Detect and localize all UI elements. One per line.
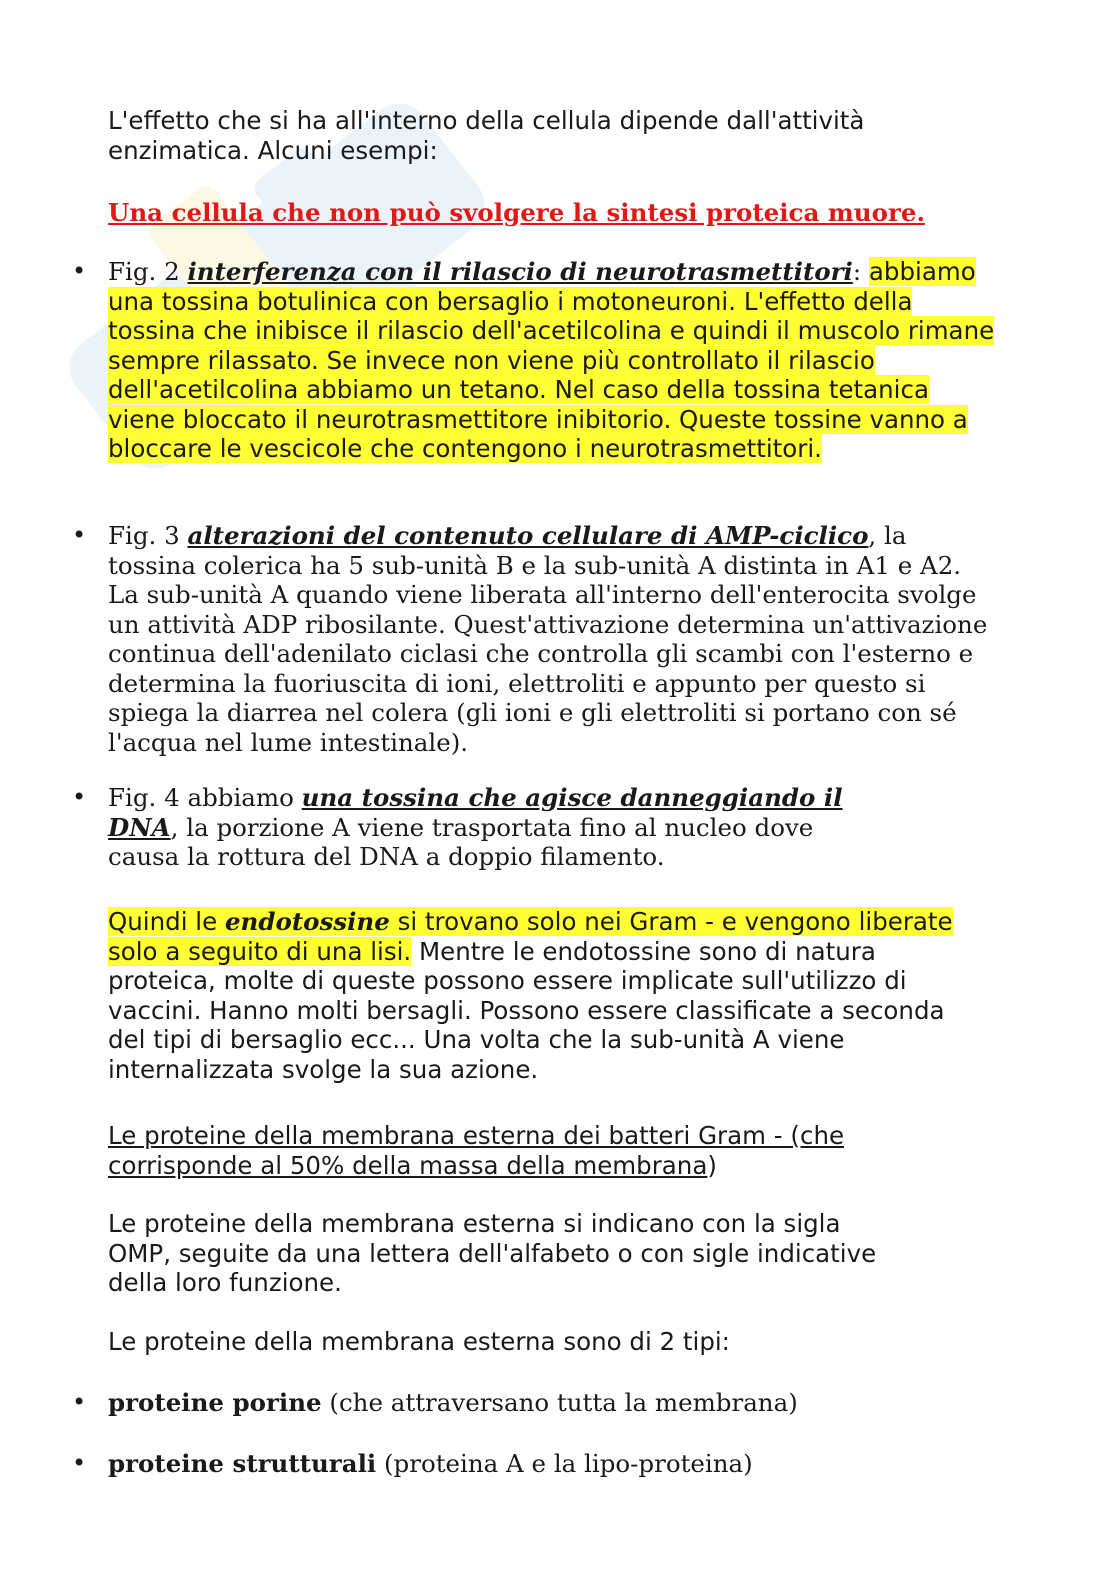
membrane-heading-close: )	[707, 1150, 717, 1180]
fig3-prefix: Fig. 3	[108, 521, 188, 550]
item-1-rest: (che attraversano tutta la membrana)	[321, 1388, 798, 1417]
bullet-item-1: •	[72, 1388, 87, 1416]
fig4-prefix: Fig. 4 abbiamo	[108, 783, 302, 812]
fig2-prefix: Fig. 2	[108, 257, 188, 286]
membrane-heading-text: Le proteine della membrana esterna dei batteri Gram - (che corrisponde al 50% della massa della membrana	[108, 1121, 845, 1180]
bullet-item-2: •	[72, 1449, 87, 1477]
list-item	[108, 1449, 1008, 1479]
fig3-title: alterazioni del contenuto cellulare di AMP-ciclico	[187, 521, 869, 550]
list-item	[108, 1388, 1008, 1418]
fig2-title: interferenza con il rilascio di neurotrasmettitori	[187, 257, 853, 286]
omp-text: Le proteine della membrana esterna si indicano con la sigla OMP, seguite da una lettera dell'alfabeto o con sigle indicative della loro funzione.	[108, 1209, 877, 1297]
endo-rest: Mentre le endotossine sono di natura proteica, molte di queste possono essere implicate sull'utilizzo di vaccini. Hanno molti bersagli. Possono essere classificate a seconda del tipi di bersaglio ecc... Una volta che la sub-unità A viene internalizzata svolge la sua azione.	[108, 936, 945, 1084]
item-2-bold: proteine strutturali	[108, 1449, 377, 1478]
endo-highlight-rest: si trovano solo nei Gram - e vengono liberate solo a seguito di una lisi.	[108, 907, 953, 966]
types-text: Le proteine della membrana esterna sono di 2 tipi:	[108, 1327, 730, 1356]
fig4-body: , la porzione A viene trasportata fino al nucleo dove causa la rottura del DNA a doppio filamento.	[108, 812, 814, 871]
membrane-heading	[108, 1121, 938, 1180]
fig3-paragraph	[108, 521, 998, 757]
types-paragraph	[108, 1327, 1008, 1357]
fig3-body: , la tossina colerica ha 5 sub-unità B e la sub-unità A distinta in A1 e A2. La sub-unità A quando viene liberata all'interno dell'enterocita svolge un attività ADP ribosilante. Quest'attivazione determina un'attivazione continua dell'adenilato ciclasi che controlla gli scambi con l'esterno e determina la fuoriuscita di ioni, elettroliti e appunto per questo si spiega la diarrea nel colera (gli ioni e gli elettroliti si portano con sé l'acqua nel lume intestinale).	[108, 521, 988, 757]
fig2-colon: :	[852, 257, 862, 286]
intro-text: L'effetto che si ha all'interno della cellula dipende dall'attività enzimatica. Alcuni esempi:	[108, 106, 865, 165]
warning-text: Una cellula che non può svolgere la sintesi proteica muore.	[108, 198, 925, 227]
bullet-fig4: •	[72, 783, 87, 811]
fig4-title: una tossina che agisce danneggiando il DNA	[108, 783, 843, 842]
intro-paragraph	[108, 106, 1008, 165]
item-1-bold: proteine porine	[108, 1388, 322, 1417]
warning-line	[108, 198, 1008, 228]
fig4-paragraph	[108, 783, 878, 872]
fig2-body-highlight: abbiamo una tossina botulinica con bersaglio i motoneuroni. L'effetto della tossina che inibisce il rilascio dell'acetilcolina e quindi il muscolo rimane sempre rilassato. Se invece non viene più controllato il rilascio dell'acetilcolina abbiamo un tetano. Nel caso della tossina tetanica viene bloccato il neurotrasmettitore inibitorio. Queste tossine vanno a bloccare le vescicole che contengono i neurotrasmettitori.	[108, 257, 995, 463]
item-2-rest: (proteina A e la lipo-proteina)	[376, 1449, 753, 1478]
endo-pre: Quindi le	[108, 907, 225, 936]
endotoxin-paragraph	[108, 907, 978, 1084]
fig2-paragraph	[108, 257, 998, 464]
endo-keyword: endotossine	[224, 907, 390, 936]
omp-paragraph	[108, 1209, 878, 1298]
bullet-fig2: •	[72, 257, 87, 285]
bullet-fig3: •	[72, 521, 87, 549]
